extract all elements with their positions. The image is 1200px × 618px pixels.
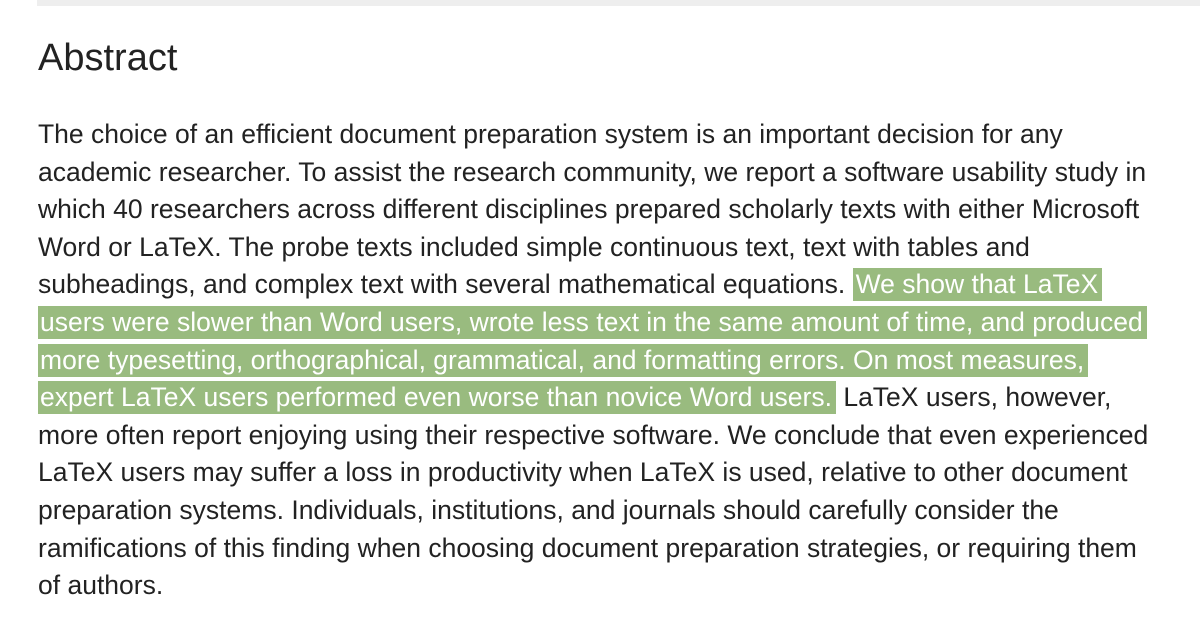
abstract-text-segment: more often report enjoying using their respective software. We conclude that even experienced [38, 419, 1149, 450]
abstract-line-10 [38, 454, 1188, 492]
abstract-text-segment: academic researcher. To assist the research community, we report a software usability study in [38, 156, 1147, 187]
abstract-body [38, 116, 1188, 605]
abstract-line-7 [38, 342, 1188, 380]
abstract-line-12 [38, 530, 1188, 568]
abstract-line-13 [38, 567, 1188, 605]
highlighted-text-segment: We show that LaTeX [853, 268, 1103, 301]
abstract-text-segment: The choice of an efficient document preparation system is an important decision for any [38, 119, 1063, 149]
abstract-line-1 [38, 116, 1188, 154]
abstract-text-segment: which 40 researchers across different disciplines prepared scholarly texts with either Microsoft [38, 194, 1140, 225]
abstract-text-segment: preparation systems. Individuals, institutions, and journals should carefully consider the [38, 494, 1059, 525]
abstract-text-segment: Word or LaTeX. The probe texts included simple continuous text, text with tables and [38, 231, 1030, 262]
abstract-text-segment: LaTeX users may suffer a loss in productivity when LaTeX is used, relative to other document [38, 457, 1128, 488]
abstract-line-11 [38, 492, 1188, 530]
abstract-text-segment: ramifications of this finding when choosing document preparation strategies, or requiring them [38, 532, 1137, 563]
abstract-line-5 [38, 266, 1188, 304]
highlighted-text-segment: more typesetting, orthographical, grammatical, and formatting errors. On most measures, [38, 344, 1088, 377]
highlighted-text-segment: users were slower than Word users, wrote less text in the same amount of time, and produced [38, 306, 1147, 339]
abstract-heading: Abstract [38, 37, 178, 79]
abstract-line-2 [38, 154, 1188, 192]
abstract-text-segment: of authors. [38, 570, 164, 601]
abstract-line-9 [38, 417, 1188, 455]
top-divider-bar [37, 0, 1200, 6]
abstract-line-3 [38, 191, 1188, 229]
abstract-line-6 [38, 304, 1188, 342]
abstract-text-segment: LaTeX users, however, [835, 382, 1112, 413]
abstract-line-4 [38, 229, 1188, 267]
abstract-line-8 [38, 379, 1188, 417]
highlighted-text-segment: expert LaTeX users performed even worse than novice Word users. [38, 381, 836, 414]
abstract-text-segment: subheadings, and complex text with several mathematical equations. [38, 269, 853, 300]
